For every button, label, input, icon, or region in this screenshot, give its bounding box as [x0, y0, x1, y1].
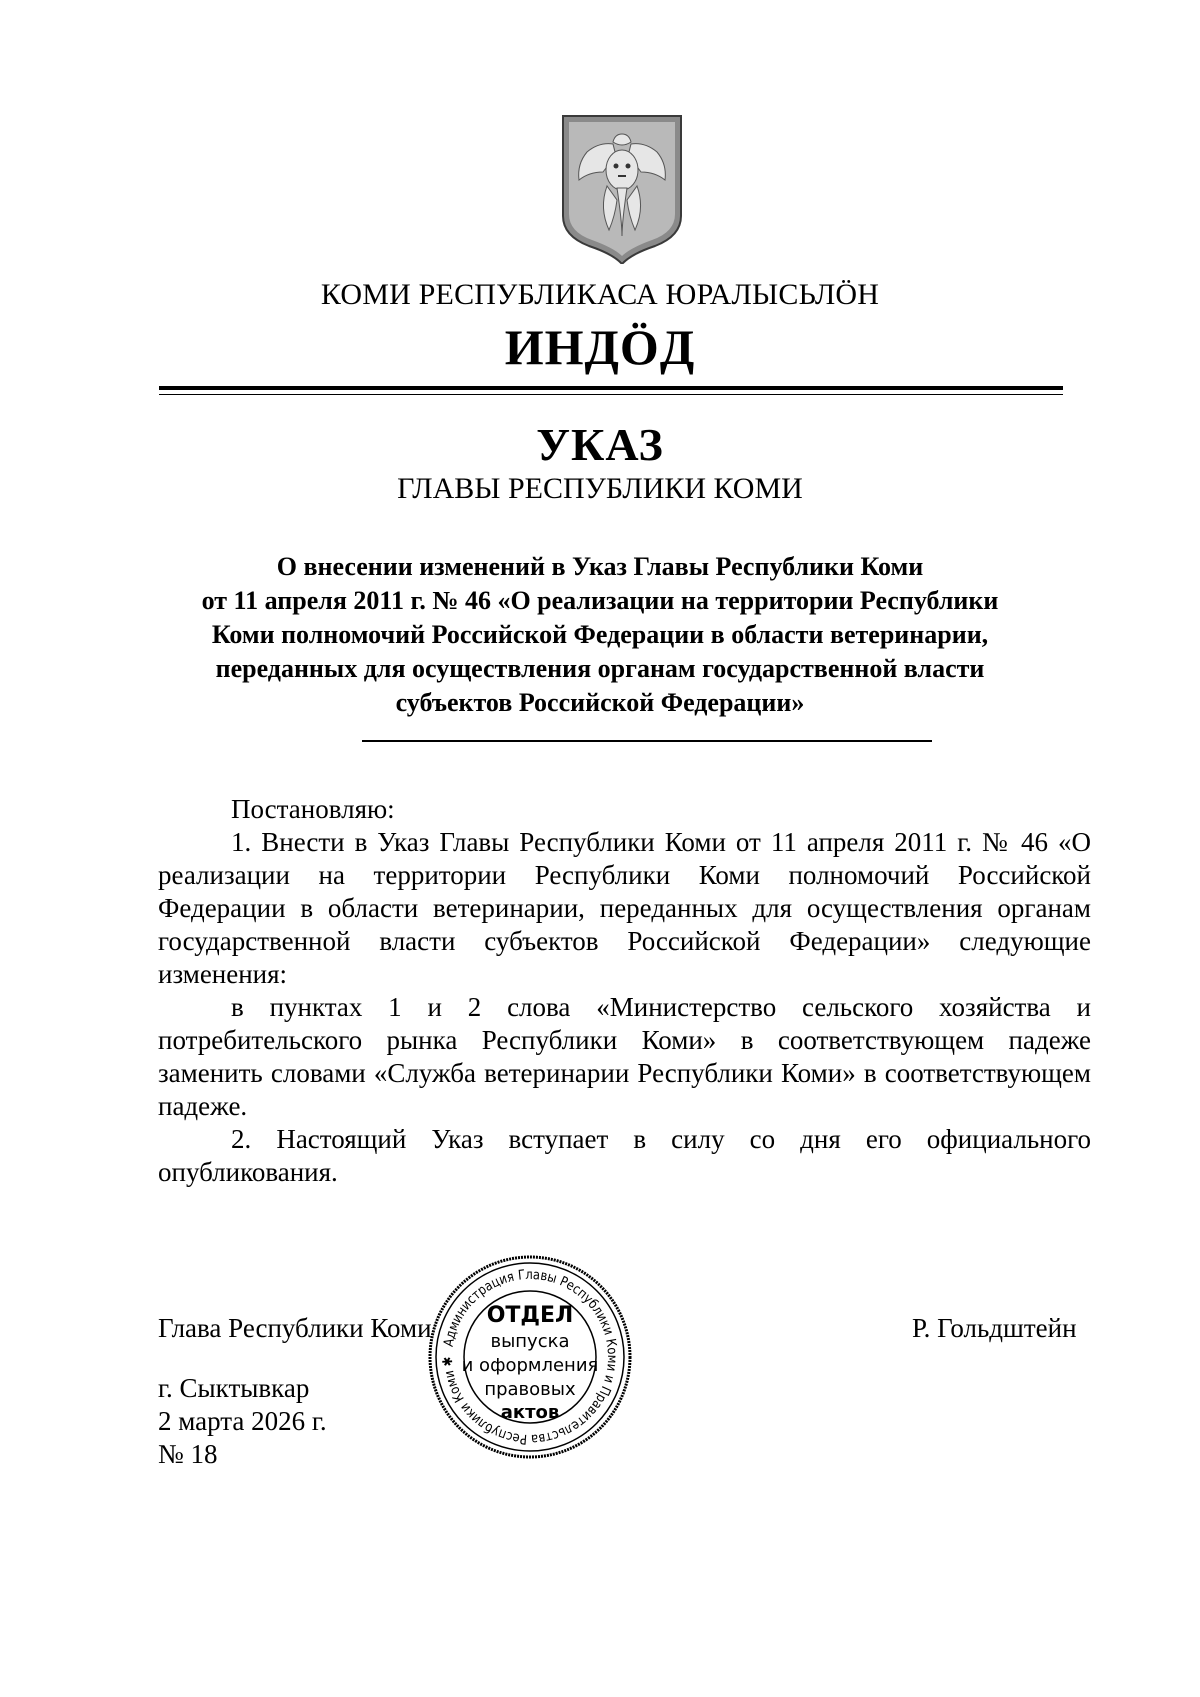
- stamp-center-line: выпуска: [490, 1331, 570, 1352]
- decree-title-line: от 11 апреля 2011 г. № 46 «О реализации на территории Республики: [201, 586, 999, 615]
- body-item-2: 2. Настоящий Указ вступает в силу со дня его официального опубликования.: [158, 1124, 1091, 1187]
- body-item-1-change: в пунктах 1 и 2 слова «Министерство сельского хозяйства и потребительского рынка Республики Коми» в соответствующем падеже заменить словами «Служба ветеринарии Республики Коми» в соответствующем падеже.: [158, 992, 1091, 1121]
- body-item-1: 1. Внести в Указ Главы Республики Коми от 11 апреля 2011 г. № 46 «О реализации на территории Республики Коми полномочий Российской Федерации в области ветеринарии, переданных для осуществления органам государственной власти субъектов Российской Федерации» следующие изменения:: [158, 827, 1091, 989]
- signatory-name: Р. Гольдштейн: [912, 1313, 1077, 1343]
- stamp-ring-text: Администрация Главы Республики Коми и Правительства Республики Коми ✱: [439, 1266, 621, 1448]
- coat-of-arms-emblem: [559, 112, 685, 264]
- header-indod: ИНДӦД: [504, 319, 696, 375]
- decree-title-line: Коми полномочий Российской Федерации в области ветеринарии,: [211, 620, 989, 649]
- official-stamp: [425, 1252, 635, 1462]
- decree-title-line: субъектов Российской Федерации»: [395, 688, 805, 717]
- stamp-center-line: и оформления: [461, 1355, 599, 1376]
- header-republic-line: КОМИ РЕСПУБЛИКАСА ЮРАЛЫСЬЛӦН: [320, 278, 880, 311]
- decree-type: УКАЗ: [536, 419, 664, 470]
- decree-number: № 18: [158, 1439, 218, 1469]
- signatory-position: Глава Республики Коми: [158, 1313, 432, 1343]
- header-rule-thin: [159, 394, 1063, 395]
- stamp-center-line: актов: [500, 1402, 560, 1423]
- decree-body: [158, 793, 1091, 1189]
- stamp-center-line: правовых: [484, 1379, 576, 1400]
- decree-title-line: О внесении изменений в Указ Главы Республики Коми: [276, 552, 924, 581]
- body-intro: Постановляю:: [231, 794, 395, 824]
- signing-place: г. Сыктывкар: [158, 1373, 310, 1403]
- title-underline: [362, 740, 932, 742]
- decree-title-line: переданных для осуществления органам государственной власти: [215, 654, 985, 683]
- signing-date: 2 марта 2026 г.: [158, 1406, 327, 1436]
- decree-issuer: ГЛАВЫ РЕСПУБЛИКИ КОМИ: [397, 472, 803, 505]
- header-rule-thick: [159, 386, 1063, 390]
- stamp-center-line: ОТДЕЛ: [486, 1303, 574, 1328]
